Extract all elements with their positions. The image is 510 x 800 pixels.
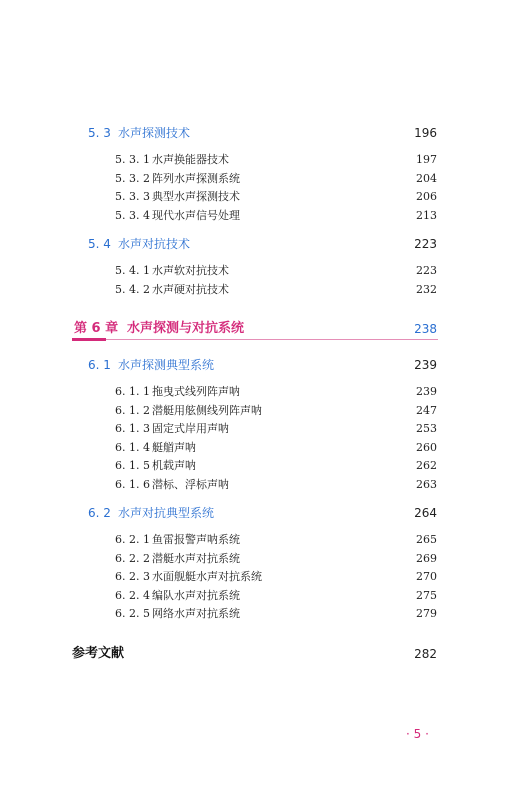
subsection-number: 6. 1. 4 (115, 441, 150, 454)
chapter-page: 238 (414, 322, 437, 336)
subsection-title: 水声硬对抗技术 (152, 283, 229, 296)
subsection-page: 232 (416, 283, 437, 296)
toc-subsection[interactable] (0, 531, 510, 549)
subsection-title: 拖曳式线列阵声呐 (152, 385, 240, 398)
subsection-page: 223 (416, 264, 437, 277)
chapter-label: 第 6 章 (74, 321, 119, 336)
subsection-title: 机载声呐 (152, 459, 196, 472)
subsection-number: 5. 4. 1 (115, 264, 150, 277)
subsection-page: 253 (416, 422, 437, 435)
toc-subsection[interactable] (0, 476, 510, 494)
toc-subsection[interactable] (0, 420, 510, 438)
section-page: 223 (414, 237, 437, 251)
subsection-title: 固定式岸用声呐 (152, 422, 229, 435)
subsection-number: 5. 3. 1 (115, 153, 150, 166)
subsection-page: 265 (416, 533, 437, 546)
subsection-number: 6. 2. 4 (115, 589, 150, 602)
chapter-divider (72, 339, 438, 340)
toc-references[interactable] (0, 645, 510, 663)
subsection-page: 270 (416, 570, 437, 583)
subsection-page: 197 (416, 153, 437, 166)
subsection-page: 269 (416, 552, 437, 565)
subsection-title: 潜标、浮标声呐 (152, 478, 229, 491)
chapter-title: 水声探测与对抗系统 (127, 321, 245, 336)
subsection-page: 260 (416, 441, 437, 454)
subsection-page: 279 (416, 607, 437, 620)
section-number: 5. 3 (88, 126, 111, 140)
subsection-title: 水面舰艇水声对抗系统 (152, 570, 262, 583)
section-title: 水声对抗技术 (118, 237, 191, 251)
chapter-divider-accent (72, 338, 106, 341)
toc-subsection[interactable] (0, 550, 510, 568)
subsection-title: 现代水声信号处理 (152, 209, 240, 222)
subsection-number: 6. 1. 1 (115, 385, 150, 398)
subsection-number: 6. 1. 3 (115, 422, 150, 435)
toc-subsection[interactable] (0, 281, 510, 299)
section-page: 264 (414, 506, 437, 520)
toc-subsection[interactable] (0, 151, 510, 169)
toc-section-6-2[interactable] (0, 504, 510, 522)
subsection-title: 编队水声对抗系统 (152, 589, 240, 602)
toc-subsection[interactable] (0, 383, 510, 401)
subsection-title: 网络水声对抗系统 (152, 607, 240, 620)
toc-subsection[interactable] (0, 262, 510, 280)
section-page: 196 (414, 126, 437, 140)
subsection-number: 6. 2. 1 (115, 533, 150, 546)
section-number: 6. 1 (88, 358, 111, 372)
subsection-page: 263 (416, 478, 437, 491)
section-page: 239 (414, 358, 437, 372)
subsection-title: 艇艏声呐 (152, 441, 196, 454)
toc-subsection[interactable] (0, 457, 510, 475)
subsection-title: 水声软对抗技术 (152, 264, 229, 277)
toc-subsection[interactable] (0, 402, 510, 420)
toc-section-5-3[interactable] (0, 124, 510, 142)
subsection-title: 潜艇水声对抗系统 (152, 552, 240, 565)
subsection-number: 6. 2. 5 (115, 607, 150, 620)
subsection-page: 206 (416, 190, 437, 203)
subsection-number: 5. 3. 3 (115, 190, 150, 203)
toc-subsection[interactable] (0, 439, 510, 457)
toc-section-5-4[interactable] (0, 235, 510, 253)
subsection-title: 阵列水声探测系统 (152, 172, 240, 185)
subsection-number: 6. 2. 3 (115, 570, 150, 583)
references-page: 282 (414, 647, 437, 661)
subsection-number: 6. 1. 2 (115, 404, 150, 417)
toc-subsection[interactable] (0, 605, 510, 623)
subsection-title: 潜艇用舷侧线列阵声呐 (152, 404, 262, 417)
subsection-title: 水声换能器技术 (152, 153, 229, 166)
subsection-page: 213 (416, 209, 437, 222)
subsection-page: 262 (416, 459, 437, 472)
toc-subsection[interactable] (0, 170, 510, 188)
subsection-number: 6. 2. 2 (115, 552, 150, 565)
section-number: 6. 2 (88, 506, 111, 520)
subsection-number: 6. 1. 5 (115, 459, 150, 472)
subsection-page: 239 (416, 385, 437, 398)
toc-subsection[interactable] (0, 207, 510, 225)
subsection-title: 典型水声探测技术 (152, 190, 240, 203)
section-title: 水声对抗典型系统 (118, 506, 215, 520)
toc-chapter-6[interactable] (0, 320, 510, 338)
page-number: · 5 · (406, 727, 429, 741)
subsection-number: 5. 3. 4 (115, 209, 150, 222)
subsection-number: 5. 4. 2 (115, 283, 150, 296)
subsection-number: 6. 1. 6 (115, 478, 150, 491)
subsection-number: 5. 3. 2 (115, 172, 150, 185)
section-number: 5. 4 (88, 237, 111, 251)
toc-section-6-1[interactable] (0, 356, 510, 374)
toc-subsection[interactable] (0, 587, 510, 605)
subsection-title: 鱼雷报警声呐系统 (152, 533, 240, 546)
toc-subsection[interactable] (0, 568, 510, 586)
toc-subsection[interactable] (0, 188, 510, 206)
subsection-page: 204 (416, 172, 437, 185)
subsection-page: 247 (416, 404, 437, 417)
section-title: 水声探测典型系统 (118, 358, 215, 372)
subsection-page: 275 (416, 589, 437, 602)
references-title: 参考文献 (72, 646, 125, 661)
section-title: 水声探测技术 (118, 126, 191, 140)
